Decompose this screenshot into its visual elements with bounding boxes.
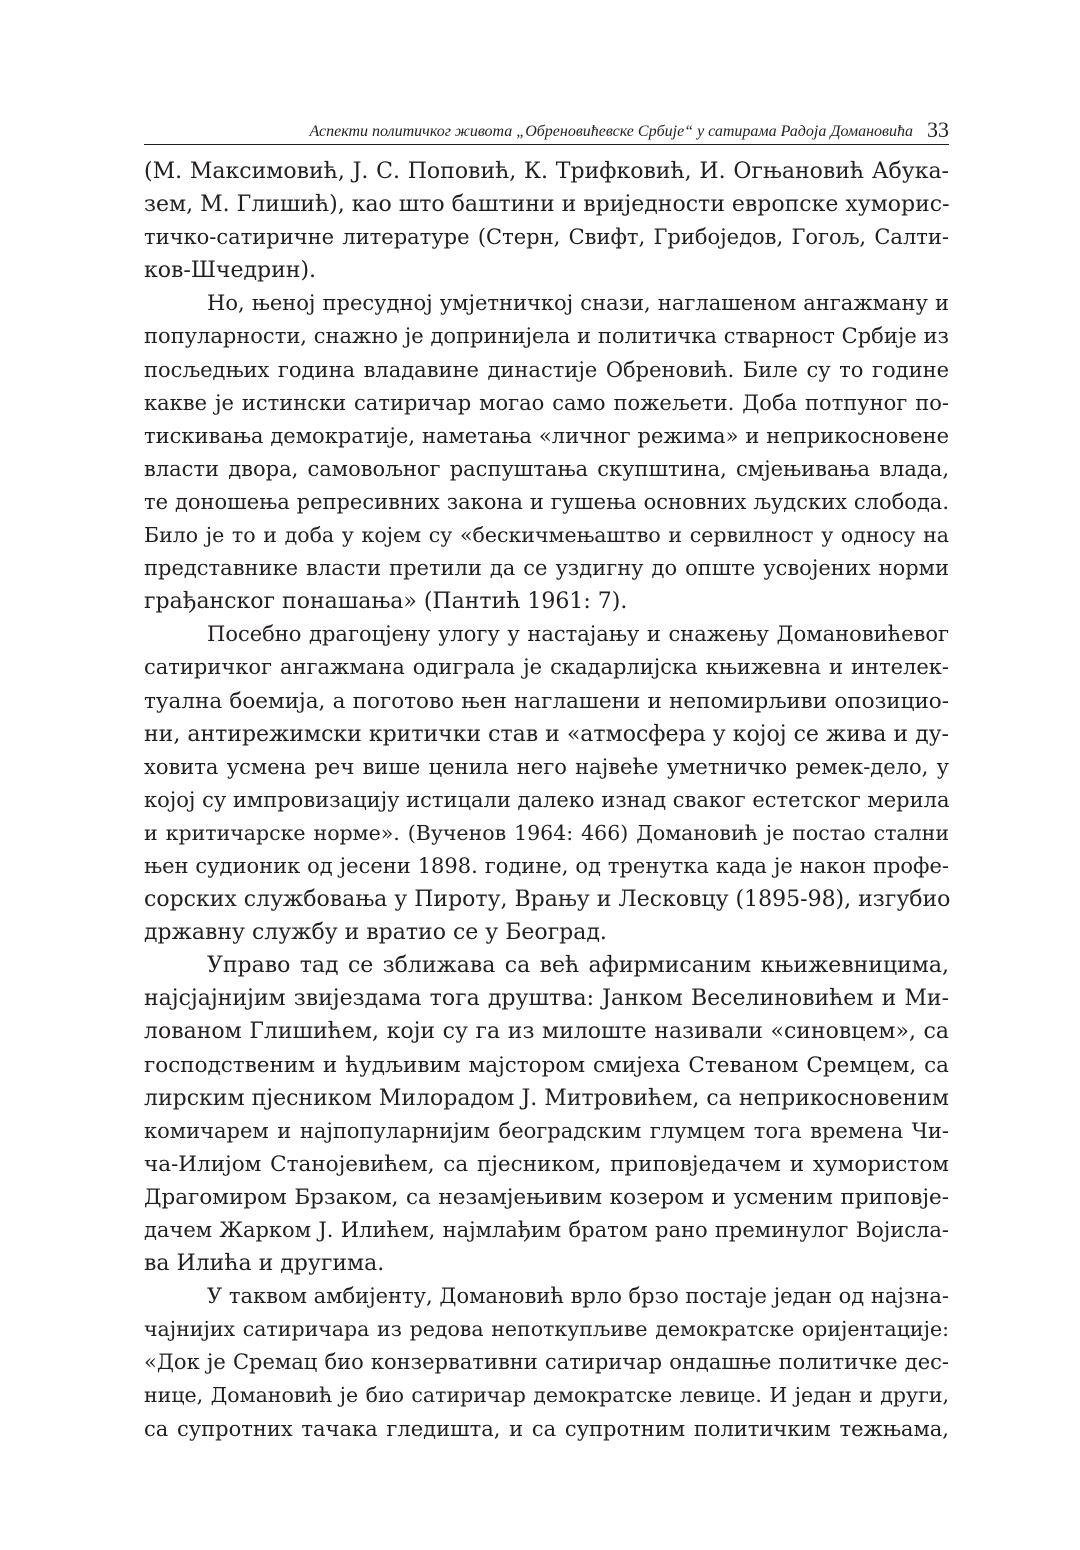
text-line: те доношења репресивних закона и гушења основних људских слобода. [144, 489, 949, 514]
text-line: Управо тад се зближава са већ афирмисаним књижевницима, [207, 953, 949, 979]
text-line: и критичарске норме». (Вученов 1964: 466) Домановић је постао стални [144, 820, 949, 845]
text-line: ча-Илијом Станојевићем, са пјесником, приповједачем и хумористом [144, 1151, 949, 1177]
text-line: Драгомиром Брзаком, са незамјењивим козером и усменим приповје- [144, 1184, 949, 1210]
text-line: најсјајнијим звијездама тога друштва: Јанком Веселиновићем и Ми- [144, 986, 949, 1012]
text-line: комичарем и најпопуларнијим београдским глумцем тога времена Чи- [144, 1118, 949, 1143]
text-line: (М. Максимовић, Ј. С. Поповић, К. Трифковић, И. Огњановић Абука- [144, 159, 949, 184]
text-line: ховита усмена реч више ценила него највеће уметничко ремек-дело, у [144, 754, 949, 779]
text-line: њен судионик од јесени 1898. године, од тренутка када је након профе- [144, 853, 949, 878]
text-line: сатиричког ангажмана одиграла је скадарлијска књижевна и интелек- [144, 655, 949, 680]
text-line: нице, Домановић је био сатиричар демократске левице. И један и други, [144, 1383, 949, 1408]
paragraph [144, 1280, 949, 1445]
text-line: сорских службовања у Пироту, Врању и Лесковцу (1895-98), изгубио [144, 887, 951, 913]
paragraph [144, 949, 949, 1280]
text-line: «Док је Сремац био конзервативни сатиричар ондашње политичке дес- [144, 1350, 949, 1375]
text-line: Но, њеној пресудној умјетничкој снази, наглашеном ангажману и [207, 291, 949, 316]
text-line: грађанског понашања» (Пантић 1961: 7). [144, 589, 628, 615]
text-line: Било је то и доба у којем су «бескичмењаштво и сервилност у односу на [144, 523, 949, 548]
text-line: којој су импровизацију истицали далеко изнад сваког естетског мерила [144, 787, 950, 812]
text-line: тискивања демократије, наметања «личног режима» и неприкосновене [144, 423, 949, 448]
text-line: са супротних тачака гледишта, и са супротним политичким тежњама, [144, 1416, 949, 1441]
text-line: У таквом амбијенту, Домановић врло брзо постаје један од најзна- [207, 1284, 949, 1309]
text-line: тичко-сатиричне литературе (Стерн, Свифт, Грибоједов, Гогољ, Салти- [144, 225, 949, 250]
text-line: ни, антирежимски критички став и «атмосфера у којој се жива и ду- [144, 721, 949, 747]
text-line: представнике власти претили да се уздигну до опште усвојених норми [144, 556, 949, 581]
paragraph [144, 155, 949, 287]
body-text [144, 155, 949, 1446]
text-line: туална боемија, а поготово њен наглашени и непомирљиви опозицио- [144, 688, 949, 714]
text-line: какве је истински сатиричар могао само пожељети. Доба потпуног по- [144, 390, 949, 415]
text-line: власти двора, самовољног распуштања скупштина, смјењивања влада, [144, 456, 949, 481]
running-header [144, 114, 949, 145]
text-line: зем, М. Глишић), као што баштини и вриједности европске хуморис- [144, 192, 950, 218]
running-title: Аспекти политичког живота „Обреновићевске Србије“ у сатирама Радоја Домановића [309, 123, 913, 140]
text-line: господственим и ћудљивим мајстором смијеха Стеваном Сремцем, са [144, 1052, 949, 1078]
text-line: дачем Жарком Ј. Илићем, најмлађим братом рано преминулог Војисла- [144, 1218, 949, 1242]
text-line: ков-Шчедрин). [144, 258, 317, 284]
text-line: посљедњих година владавине династије Обреновић. Биле су то године [144, 357, 949, 382]
text-line: Посебно драгоцјену улогу у настајању и снажењу Домановићевог [207, 622, 949, 647]
text-line: чајнијих сатиричара из редова непоткупљиве демократске оријентације: [144, 1317, 949, 1342]
text-line: државну службу и вратио се у Београд. [144, 920, 607, 946]
text-line: лирским пјесником Милорадом Ј. Митровићем, са неприкосновеним [144, 1085, 949, 1111]
paragraph [144, 618, 949, 949]
paragraph [144, 287, 949, 618]
text-line: популарности, снажно је допринијела и политичка стварност Србије из [144, 324, 949, 349]
page-number: 33 [927, 117, 949, 142]
text-line: ва Илића и другима. [144, 1251, 385, 1277]
text-line: лованом Глишићем, који су га из милоште називали «синовцем», са [144, 1019, 949, 1045]
